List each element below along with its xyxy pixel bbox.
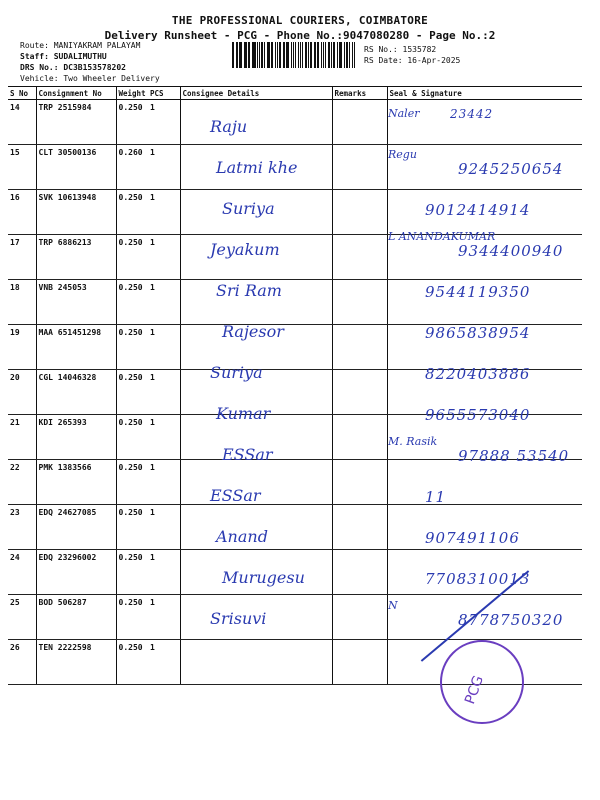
barcode-bar (300, 42, 301, 68)
remarks-cell (332, 370, 387, 415)
company-title: THE PROFESSIONAL COURIERS, COIMBATORE (171, 14, 429, 27)
weight-cell: 0.250 (116, 550, 148, 595)
route-label: Route: MANIYAKRAM PALAYAM (20, 41, 141, 50)
consignee-cell (180, 100, 332, 145)
barcode-bar (295, 42, 296, 68)
barcode-bar (252, 42, 253, 68)
runsheet-info-left (20, 40, 160, 84)
receiver-phone: 9012414914 (425, 201, 531, 219)
barcode-bar (286, 42, 288, 68)
col-seal: Seal & Signature (387, 87, 582, 100)
receiver-seal-text: M. Rasik (388, 435, 438, 448)
consignment-cell: VNB 245053 (36, 280, 116, 325)
consignee-signature: Murugesu (222, 568, 305, 587)
barcode-bar (267, 42, 268, 68)
consignment-cell: TRP 2515984 (36, 100, 116, 145)
barcode-bar (261, 42, 263, 68)
barcode-bar (293, 42, 294, 68)
rs-date: RS Date: 16-Apr-2025 (364, 56, 461, 65)
remarks-cell (332, 460, 387, 505)
barcode-bar (237, 42, 238, 68)
consignment-cell: TRP 6886213 (36, 235, 116, 280)
remarks-cell (332, 145, 387, 190)
consignment-cell: SVK 10613948 (36, 190, 116, 235)
remarks-cell (332, 190, 387, 235)
weight-cell: 0.250 (116, 190, 148, 235)
sno-cell: 22 (8, 460, 36, 505)
barcode-bar (279, 42, 281, 68)
barcode-bar (349, 42, 350, 68)
vehicle-label: Vehicle: Two Wheeler Delivery (20, 74, 160, 83)
receiver-phone: 8220403886 (425, 365, 531, 383)
barcode-bar (259, 42, 260, 68)
remarks-cell (332, 640, 387, 685)
receiver-phone: 8778750320 (458, 611, 564, 629)
consignment-cell: KDI 265393 (36, 415, 116, 460)
col-remarks: Remarks (332, 87, 387, 100)
col-sno: S No (8, 87, 36, 100)
barcode-bar (315, 42, 316, 68)
barcode-bar (321, 42, 323, 68)
remarks-cell (332, 505, 387, 550)
barcode-bar (340, 42, 342, 68)
weight-cell: 0.250 (116, 415, 148, 460)
rs-number: RS No.: 1535782 (364, 45, 437, 54)
pcs-cell: 1 (148, 100, 180, 145)
remarks-cell (332, 595, 387, 640)
col-consignment: Consignment No (36, 87, 116, 100)
barcode-bar (271, 42, 273, 68)
pcs-cell: 1 (148, 550, 180, 595)
barcode-bar (264, 42, 265, 68)
barcode-bar (275, 42, 276, 68)
sno-cell: 16 (8, 190, 36, 235)
barcode-bar (354, 42, 356, 68)
barcode-bar (310, 42, 312, 68)
consignment-cell: TEN 2222598 (36, 640, 116, 685)
weight-cell: 0.250 (116, 505, 148, 550)
col-weight: Weight (116, 87, 148, 100)
pcs-cell: 1 (148, 235, 180, 280)
barcode-bar (352, 42, 353, 68)
pcs-cell: 1 (148, 370, 180, 415)
pcs-cell: 1 (148, 460, 180, 505)
receiver-phone: 97888 53540 (458, 447, 570, 465)
barcode-bar (302, 42, 303, 68)
receiver-phone: 9344400940 (458, 242, 564, 260)
consignee-signature: Sri Ram (216, 281, 282, 300)
consignment-cell: EDQ 24627085 (36, 505, 116, 550)
pcs-cell: 1 (148, 505, 180, 550)
barcode-bar (253, 42, 255, 68)
sno-cell: 24 (8, 550, 36, 595)
pcs-cell: 1 (148, 145, 180, 190)
runsheet-subtitle: Delivery Runsheet - PCG - Phone No.:9047080280 - Page No.:2 (104, 29, 496, 42)
weight-cell: 0.250 (116, 370, 148, 415)
sno-cell: 15 (8, 145, 36, 190)
barcode (232, 42, 356, 68)
pcs-cell: 1 (148, 280, 180, 325)
receiver-phone: 9245250654 (458, 160, 564, 178)
sno-cell: 26 (8, 640, 36, 685)
weight-cell: 0.250 (116, 100, 148, 145)
consignment-cell: PMK 1383566 (36, 460, 116, 505)
consignment-cell: MAA 651451298 (36, 325, 116, 370)
consignee-signature: Kumar (216, 404, 271, 423)
barcode-bar (283, 42, 284, 68)
barcode-bar (248, 42, 250, 68)
remarks-cell (332, 100, 387, 145)
barcode-bar (323, 42, 324, 68)
sno-cell: 17 (8, 235, 36, 280)
consignee-cell (180, 640, 332, 685)
receiver-phone: 7708310013 (425, 570, 531, 588)
seal-cell (387, 460, 582, 505)
barcode-bar (331, 42, 332, 68)
remarks-cell (332, 415, 387, 460)
barcode-bar (236, 42, 237, 68)
barcode-bar (339, 42, 340, 68)
runsheet-info-right (364, 44, 460, 66)
consignee-signature: Raju (210, 117, 248, 136)
pcs-cell: 1 (148, 190, 180, 235)
consignee-signature: Rajesor (222, 322, 284, 341)
receiver-phone: 9865838954 (425, 324, 531, 342)
weight-cell: 0.250 (116, 640, 148, 685)
barcode-bar (298, 42, 300, 68)
barcode-bar (317, 42, 319, 68)
staff-label: Staff: SUDALIMUTHU (20, 52, 107, 61)
remarks-cell (332, 550, 387, 595)
sno-cell: 20 (8, 370, 36, 415)
weight-cell: 0.250 (116, 595, 148, 640)
barcode-bar (308, 42, 309, 68)
col-consignee: Consignee Details (180, 87, 332, 100)
remarks-cell (332, 235, 387, 280)
consignee-signature: Suriya (222, 199, 275, 218)
consignment-cell: CLT 30500136 (36, 145, 116, 190)
consignee-signature: ESSar (222, 445, 273, 464)
barcode-bar (239, 42, 241, 68)
receiver-seal-text: Naler (388, 107, 420, 120)
stamp-text: PCG (462, 673, 488, 707)
barcode-bar (346, 42, 348, 68)
barcode-bar (291, 42, 293, 68)
barcode-bar (337, 42, 338, 68)
sno-cell: 18 (8, 280, 36, 325)
receiver-seal-text: L ANANDAKUMAR (388, 230, 496, 243)
consignment-cell: CGL 14046328 (36, 370, 116, 415)
consignee-signature: Jeyakum (210, 240, 280, 259)
barcode-bar (232, 42, 234, 68)
barcode-bar (268, 42, 270, 68)
weight-cell: 0.250 (116, 325, 148, 370)
weight-cell: 0.250 (116, 460, 148, 505)
receiver-phone: 9655573040 (425, 406, 531, 424)
barcode-bar (314, 42, 315, 68)
remarks-cell (332, 325, 387, 370)
weight-cell: 0.260 (116, 145, 148, 190)
drs-label: DRS No.: DC3B153578202 (20, 63, 126, 72)
barcode-bar (333, 42, 335, 68)
consignment-cell: BOD 506287 (36, 595, 116, 640)
receiver-phone: 11 (425, 488, 447, 506)
pcs-cell: 1 (148, 325, 180, 370)
sno-cell: 14 (8, 100, 36, 145)
consignment-cell: EDQ 23296002 (36, 550, 116, 595)
receiver-seal-text: Regu (388, 148, 417, 161)
receiver-phone: 23442 (450, 107, 494, 121)
barcode-bar (305, 42, 307, 68)
weight-cell: 0.250 (116, 235, 148, 280)
receiver-seal-text: N (388, 599, 398, 612)
consignee-signature: ESSar (210, 486, 261, 505)
pcs-cell: 1 (148, 640, 180, 685)
consignee-signature: Srisuvi (210, 609, 267, 628)
receiver-phone: 9544119350 (425, 283, 531, 301)
sno-cell: 21 (8, 415, 36, 460)
barcode-bar (344, 42, 345, 68)
barcode-bar (244, 42, 245, 68)
barcode-bar (277, 42, 278, 68)
col-pcs: PCS (148, 87, 180, 100)
sno-cell: 19 (8, 325, 36, 370)
weight-cell: 0.250 (116, 280, 148, 325)
table-header-row (8, 87, 582, 100)
barcode-bar (328, 42, 330, 68)
pcs-cell: 1 (148, 415, 180, 460)
barcode-bar (325, 42, 326, 68)
sno-cell: 23 (8, 505, 36, 550)
consignee-signature: Anand (216, 527, 268, 546)
table-row (8, 100, 582, 145)
receiver-phone: 907491106 (425, 529, 520, 547)
consignee-signature: Latmi khe (216, 158, 298, 177)
barcode-bar (257, 42, 258, 68)
remarks-cell (332, 280, 387, 325)
consignee-signature: Suriya (210, 363, 263, 382)
table-row (8, 460, 582, 505)
sno-cell: 25 (8, 595, 36, 640)
barcode-bar (245, 42, 247, 68)
barcode-bar (284, 42, 285, 68)
pcs-cell: 1 (148, 595, 180, 640)
